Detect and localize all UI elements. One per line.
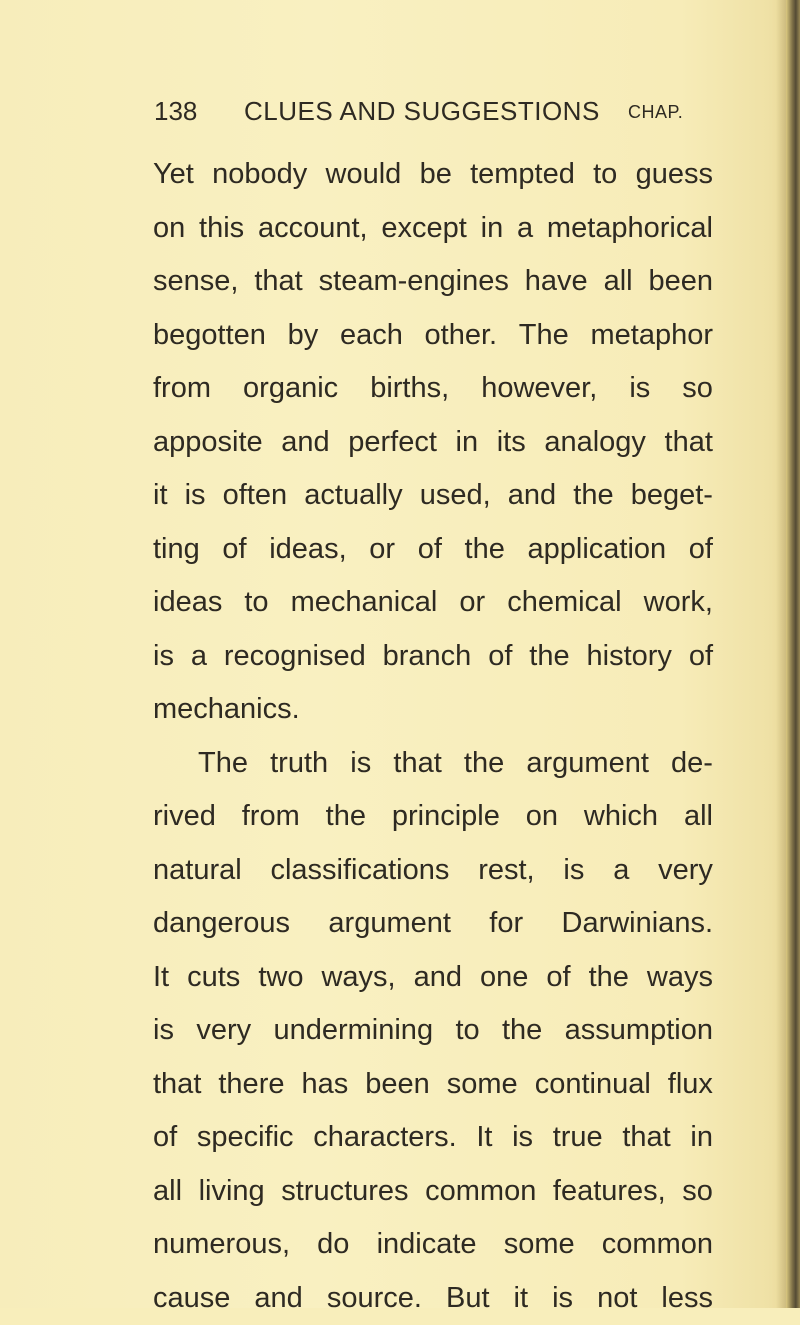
text-word: common	[602, 1218, 713, 1272]
text-word: assumption	[565, 1004, 713, 1058]
text-word: Darwinians.	[562, 897, 714, 951]
text-word: not	[597, 1272, 637, 1325]
text-word: births,	[370, 362, 449, 416]
text-word: truth	[270, 737, 328, 791]
text-word: It	[476, 1111, 492, 1165]
text-word: on	[526, 790, 558, 844]
text-word: continual	[535, 1058, 651, 1112]
text-word: so	[682, 1165, 713, 1219]
text-word: by	[288, 309, 319, 363]
text-word: some	[447, 1058, 518, 1112]
text-word: is	[153, 1004, 174, 1058]
text-word: have	[525, 255, 588, 309]
text-word: dangerous	[153, 897, 290, 951]
text-line	[153, 202, 713, 256]
text-word: each	[340, 309, 403, 363]
text-word: or	[459, 576, 485, 630]
text-word: often	[223, 469, 288, 523]
text-word: that	[622, 1111, 670, 1165]
text-word: sense,	[153, 255, 238, 309]
text-word: organic	[243, 362, 338, 416]
text-word: history	[587, 630, 672, 684]
text-word: its	[497, 416, 526, 470]
text-word: is	[512, 1111, 533, 1165]
text-word: work,	[644, 576, 713, 630]
text-word: specific	[197, 1111, 294, 1165]
text-line	[153, 469, 713, 523]
text-word: in	[690, 1111, 713, 1165]
text-word: perfect	[348, 416, 437, 470]
text-word: would	[326, 148, 402, 202]
text-word: be	[420, 148, 452, 202]
text-word: The	[198, 737, 248, 791]
text-line	[153, 844, 713, 898]
text-word: the	[326, 790, 366, 844]
text-word: is	[563, 844, 584, 898]
text-line	[153, 790, 713, 844]
text-word: of	[488, 630, 512, 684]
text-word: true	[553, 1111, 603, 1165]
text-word: ting	[153, 523, 200, 577]
text-word: is	[629, 362, 650, 416]
text-word: chemical	[507, 576, 621, 630]
text-word: the	[529, 630, 569, 684]
text-word: however,	[481, 362, 597, 416]
text-word: the	[464, 737, 504, 791]
text-word: and	[281, 416, 329, 470]
text-word: natural	[153, 844, 242, 898]
text-word: that	[153, 1058, 201, 1112]
text-word: living	[199, 1165, 265, 1219]
text-word: indicate	[377, 1218, 477, 1272]
text-word: that	[665, 416, 713, 470]
text-word: which	[584, 790, 658, 844]
text-word: in	[456, 416, 479, 470]
text-word: in	[481, 202, 504, 256]
text-word: very	[196, 1004, 251, 1058]
text-word: it	[153, 469, 168, 523]
text-line	[153, 1165, 713, 1219]
text-word: so	[682, 362, 713, 416]
text-line	[153, 897, 713, 951]
text-word: beget-	[631, 469, 713, 523]
text-word: that	[254, 255, 302, 309]
text-word: source.	[327, 1272, 422, 1325]
text-word: except	[381, 202, 466, 256]
text-word: or	[369, 523, 395, 577]
text-word: common	[425, 1165, 536, 1219]
text-line: mechanics.	[153, 683, 713, 737]
text-word: actually	[304, 469, 402, 523]
text-word: been	[365, 1058, 430, 1112]
text-word: of	[546, 951, 570, 1005]
chapter-abbreviation: CHAP.	[628, 102, 683, 123]
text-line	[153, 737, 713, 791]
text-word: the	[573, 469, 613, 523]
text-word: cause	[153, 1272, 230, 1325]
text-word: of	[153, 1111, 177, 1165]
text-word: less	[661, 1272, 713, 1325]
text-word: of	[222, 523, 246, 577]
text-word: structures	[281, 1165, 408, 1219]
text-word: argument	[526, 737, 649, 791]
running-header	[0, 96, 800, 140]
text-word: branch	[383, 630, 472, 684]
text-word: de-	[671, 737, 713, 791]
page-edge-shadow	[776, 0, 786, 1308]
text-word: has	[301, 1058, 348, 1112]
text-word: of	[418, 523, 442, 577]
text-word: is	[153, 630, 174, 684]
text-word: to	[244, 576, 268, 630]
text-word: application	[528, 523, 667, 577]
text-word: is	[185, 469, 206, 523]
text-word: features,	[553, 1165, 666, 1219]
text-word: a	[517, 202, 533, 256]
text-word: for	[489, 897, 523, 951]
text-word: classifications	[270, 844, 449, 898]
text-word: ways,	[321, 951, 395, 1005]
text-word: two	[258, 951, 303, 1005]
text-word: this	[199, 202, 244, 256]
text-word: ways	[647, 951, 713, 1005]
text-word: flux	[668, 1058, 713, 1112]
text-word: The	[519, 309, 569, 363]
text-word: steam-engines	[319, 255, 509, 309]
text-word: analogy	[544, 416, 646, 470]
text-line	[153, 1272, 713, 1325]
text-line	[153, 951, 713, 1005]
text-word: of	[689, 630, 713, 684]
text-word: the	[502, 1004, 542, 1058]
text-line	[153, 523, 713, 577]
text-line	[153, 630, 713, 684]
text-word: the	[589, 951, 629, 1005]
text-word: and	[254, 1272, 302, 1325]
text-word: all	[153, 1165, 182, 1219]
text-word: cuts	[187, 951, 240, 1005]
text-word: it	[514, 1272, 529, 1325]
text-word: argument	[328, 897, 451, 951]
text-word: the	[465, 523, 505, 577]
text-word: metaphor	[590, 309, 713, 363]
text-word: Yet	[153, 148, 194, 202]
text-line	[153, 576, 713, 630]
text-word: begotten	[153, 309, 266, 363]
text-word: apposite	[153, 416, 263, 470]
text-word: to	[455, 1004, 479, 1058]
text-word: principle	[392, 790, 500, 844]
text-word: to	[593, 148, 617, 202]
text-line	[153, 1058, 713, 1112]
text-word: all	[684, 790, 713, 844]
text-line	[153, 1218, 713, 1272]
text-word: that	[393, 737, 441, 791]
running-title: CLUES AND SUGGESTIONS	[244, 96, 600, 127]
text-word: account,	[258, 202, 368, 256]
text-word: do	[317, 1218, 349, 1272]
text-word: all	[604, 255, 633, 309]
text-word: some	[504, 1218, 575, 1272]
text-word: metaphorical	[547, 202, 713, 256]
text-word: is	[350, 737, 371, 791]
text-word: been	[648, 255, 713, 309]
text-word: a	[191, 630, 207, 684]
text-line	[153, 1111, 713, 1165]
text-word: used,	[420, 469, 491, 523]
text-word: is	[552, 1272, 573, 1325]
text-word: mechanical	[291, 576, 438, 630]
text-word: nobody	[212, 148, 307, 202]
text-word: one	[480, 951, 528, 1005]
text-word: numerous,	[153, 1218, 290, 1272]
text-word: and	[508, 469, 556, 523]
text-word: rest,	[478, 844, 534, 898]
text-word: on	[153, 202, 185, 256]
text-line	[153, 416, 713, 470]
text-word: of	[689, 523, 713, 577]
text-word: But	[446, 1272, 490, 1325]
text-line	[153, 362, 713, 416]
text-word: characters.	[313, 1111, 456, 1165]
text-line	[153, 309, 713, 363]
text-word: a	[613, 844, 629, 898]
text-word: guess	[636, 148, 713, 202]
text-word: other.	[425, 309, 498, 363]
text-line	[153, 1004, 713, 1058]
body-text	[153, 148, 713, 1325]
text-word: from	[242, 790, 300, 844]
text-word: there	[218, 1058, 284, 1112]
text-word: and	[414, 951, 462, 1005]
text-word: from	[153, 362, 211, 416]
text-word: ideas	[153, 576, 222, 630]
text-word: ideas,	[269, 523, 346, 577]
text-word: rived	[153, 790, 216, 844]
text-word: It	[153, 951, 169, 1005]
text-word: recognised	[224, 630, 366, 684]
book-edge	[786, 0, 800, 1308]
text-word: undermining	[273, 1004, 433, 1058]
text-line	[153, 255, 713, 309]
text-word: very	[658, 844, 713, 898]
text-line	[153, 148, 713, 202]
text-word: tempted	[470, 148, 575, 202]
page-number: 138	[154, 96, 197, 127]
